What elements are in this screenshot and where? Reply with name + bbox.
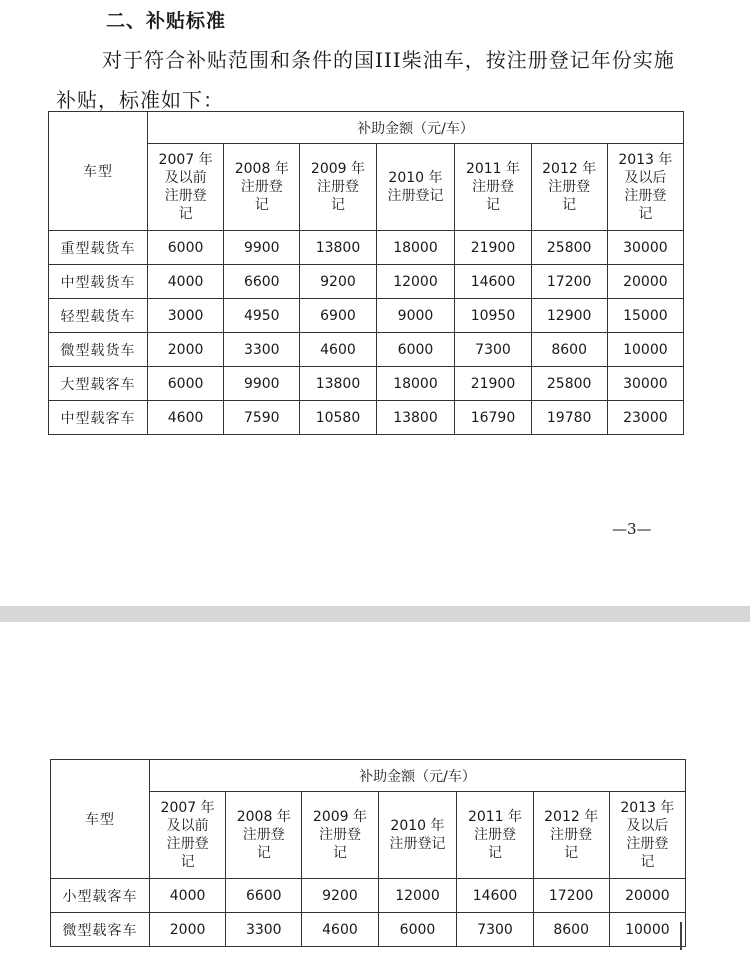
year-header: 2010 年 注册登记 xyxy=(378,792,457,879)
year-header: 2010 年 注册登记 xyxy=(376,144,455,231)
type-header: 车型 xyxy=(49,112,148,231)
table-row xyxy=(51,913,686,947)
amount-cell: 4000 xyxy=(150,879,226,913)
amount-cell: 2000 xyxy=(148,333,224,367)
amount-cell: 7590 xyxy=(224,401,300,435)
year-header: 2009 年 注册登 记 xyxy=(302,792,378,879)
document-page-2 xyxy=(0,622,750,975)
amount-cell: 19780 xyxy=(531,401,607,435)
amount-cell: 12000 xyxy=(376,265,455,299)
amount-cell: 10580 xyxy=(300,401,376,435)
page-separator xyxy=(0,606,750,622)
amount-cell: 3300 xyxy=(226,913,302,947)
amount-cell: 6900 xyxy=(300,299,376,333)
year-header: 2013 年 及以后 注册登 记 xyxy=(607,144,683,231)
amount-cell: 23000 xyxy=(607,401,683,435)
amount-cell: 2000 xyxy=(150,913,226,947)
amount-cell: 13800 xyxy=(300,367,376,401)
margin-mark xyxy=(680,922,682,950)
amount-cell: 14600 xyxy=(457,879,533,913)
amount-cell: 17200 xyxy=(531,265,607,299)
year-header: 2007 年 及以前 注册登 记 xyxy=(150,792,226,879)
amount-cell: 6000 xyxy=(148,231,224,265)
amount-cell: 6600 xyxy=(224,265,300,299)
amount-cell: 8600 xyxy=(533,913,609,947)
table-row xyxy=(49,367,684,401)
vehicle-type-cell: 微型载客车 xyxy=(51,913,150,947)
year-header: 2009 年 注册登 记 xyxy=(300,144,376,231)
amount-cell: 9200 xyxy=(300,265,376,299)
amount-cell: 12900 xyxy=(531,299,607,333)
amount-cell: 13800 xyxy=(376,401,455,435)
amount-cell: 17200 xyxy=(533,879,609,913)
page-number: —3— xyxy=(612,520,652,538)
vehicle-type-cell: 中型载货车 xyxy=(49,265,148,299)
table-row xyxy=(49,265,684,299)
amount-cell: 7300 xyxy=(455,333,531,367)
table-row xyxy=(49,299,684,333)
amount-cell: 25800 xyxy=(531,231,607,265)
amount-cell: 15000 xyxy=(607,299,683,333)
amount-cell: 13800 xyxy=(300,231,376,265)
amount-cell: 6600 xyxy=(226,879,302,913)
amount-cell: 4600 xyxy=(300,333,376,367)
section-heading: 二、补贴标准 xyxy=(106,10,227,32)
year-header: 2013 年 及以后 注册登 记 xyxy=(609,792,685,879)
amount-cell: 25800 xyxy=(531,367,607,401)
vehicle-type-cell: 中型载客车 xyxy=(49,401,148,435)
amount-header: 补助金额（元/车） xyxy=(150,760,686,792)
amount-cell: 21900 xyxy=(455,231,531,265)
year-header: 2008 年 注册登 记 xyxy=(226,792,302,879)
amount-cell: 6000 xyxy=(378,913,457,947)
amount-cell: 20000 xyxy=(607,265,683,299)
type-header: 车型 xyxy=(51,760,150,879)
amount-cell: 21900 xyxy=(455,367,531,401)
table-row xyxy=(49,333,684,367)
amount-cell: 12000 xyxy=(378,879,457,913)
amount-cell: 8600 xyxy=(531,333,607,367)
vehicle-type-cell: 重型载货车 xyxy=(49,231,148,265)
amount-cell: 3000 xyxy=(148,299,224,333)
vehicle-type-cell: 小型载客车 xyxy=(51,879,150,913)
year-header: 2012 年 注册登 记 xyxy=(533,792,609,879)
amount-cell: 10000 xyxy=(609,913,685,947)
subsidy-table-2 xyxy=(50,759,686,947)
amount-cell: 14600 xyxy=(455,265,531,299)
table-row xyxy=(51,879,686,913)
vehicle-type-cell: 轻型载货车 xyxy=(49,299,148,333)
amount-cell: 6000 xyxy=(376,333,455,367)
amount-cell: 10000 xyxy=(607,333,683,367)
year-header: 2011 年 注册登 记 xyxy=(455,144,531,231)
amount-cell: 4000 xyxy=(148,265,224,299)
amount-cell: 9000 xyxy=(376,299,455,333)
amount-cell: 9900 xyxy=(224,231,300,265)
year-header: 2007 年 及以前 注册登 记 xyxy=(148,144,224,231)
amount-cell: 20000 xyxy=(609,879,685,913)
amount-cell: 18000 xyxy=(376,367,455,401)
vehicle-type-cell: 大型载客车 xyxy=(49,367,148,401)
amount-cell: 9200 xyxy=(302,879,378,913)
year-header: 2012 年 注册登 记 xyxy=(531,144,607,231)
amount-cell: 4950 xyxy=(224,299,300,333)
amount-cell: 10950 xyxy=(455,299,531,333)
amount-cell: 30000 xyxy=(607,367,683,401)
amount-cell: 7300 xyxy=(457,913,533,947)
subsidy-table-1 xyxy=(48,111,684,435)
year-header: 2011 年 注册登 记 xyxy=(457,792,533,879)
amount-cell: 6000 xyxy=(148,367,224,401)
amount-cell: 9900 xyxy=(224,367,300,401)
amount-cell: 3300 xyxy=(224,333,300,367)
table-row xyxy=(49,231,684,265)
vehicle-type-cell: 微型载货车 xyxy=(49,333,148,367)
amount-header: 补助金额（元/车） xyxy=(148,112,684,144)
amount-cell: 30000 xyxy=(607,231,683,265)
table-row xyxy=(49,401,684,435)
amount-cell: 16790 xyxy=(455,401,531,435)
year-header: 2008 年 注册登 记 xyxy=(224,144,300,231)
amount-cell: 4600 xyxy=(148,401,224,435)
amount-cell: 4600 xyxy=(302,913,378,947)
amount-cell: 18000 xyxy=(376,231,455,265)
intro-paragraph: 对于符合补贴范围和条件的国III柴油车，按注册登记年份实施补贴，标准如下： xyxy=(56,48,675,112)
